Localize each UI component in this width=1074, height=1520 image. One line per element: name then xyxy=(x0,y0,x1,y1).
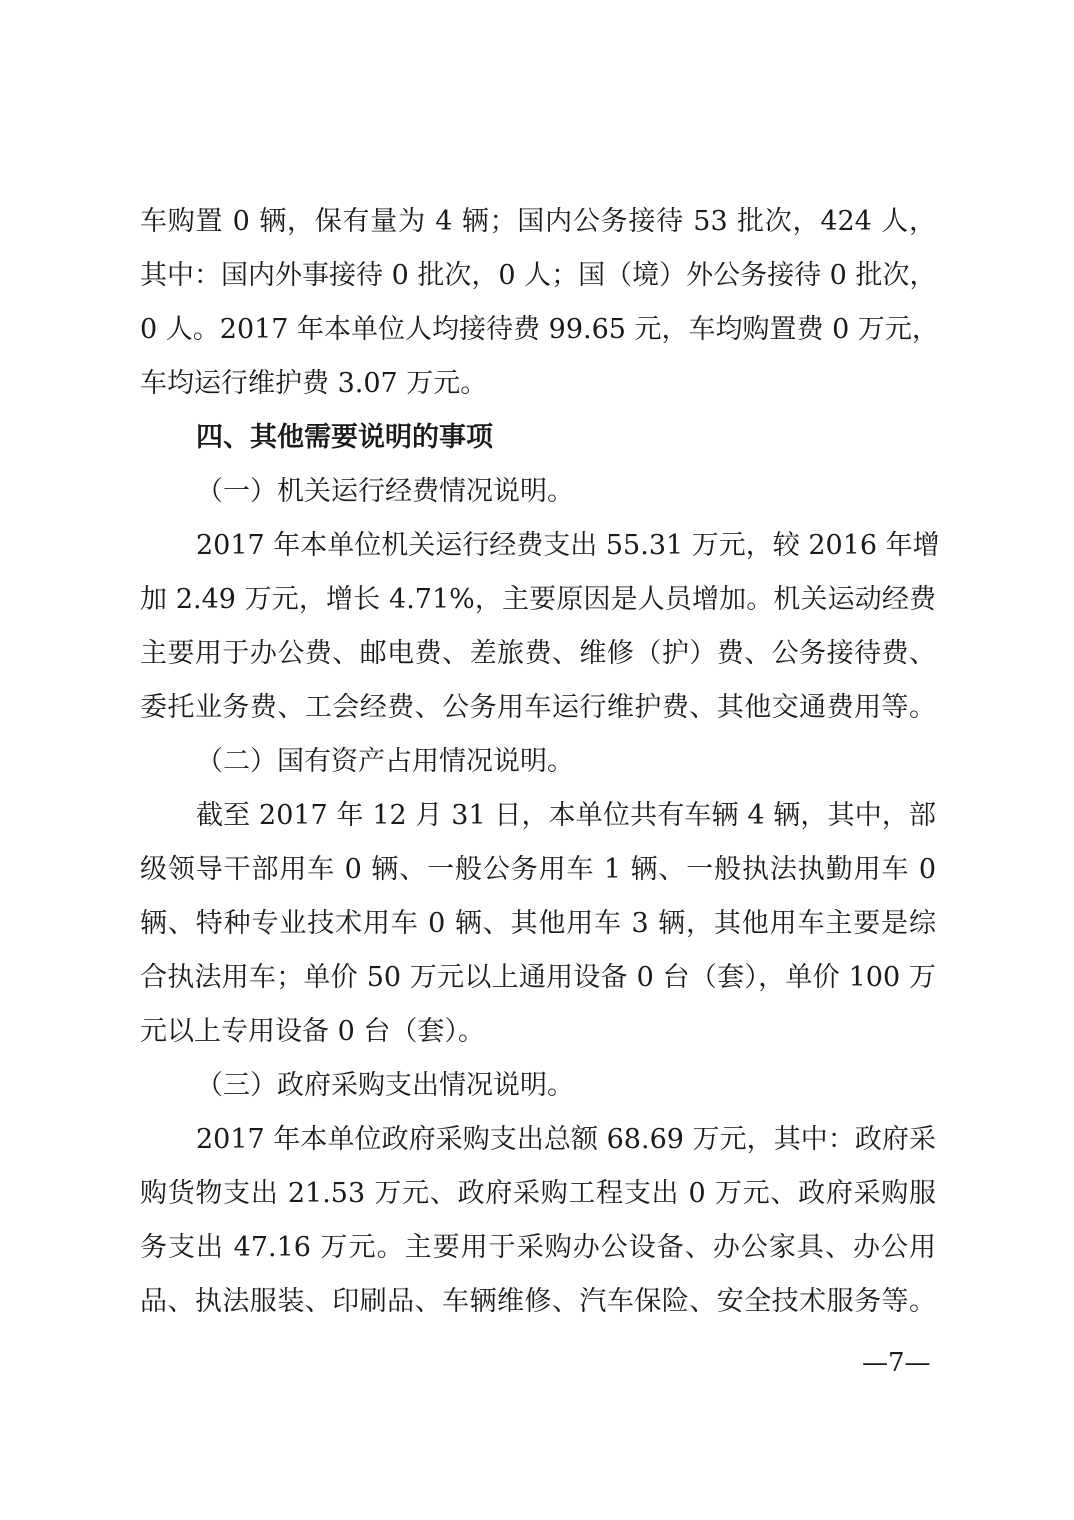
text-line: 务支出 47.16 万元。主要用于采购办公设备、办公家具、办公用 xyxy=(140,1232,936,1263)
text-line: 购货物支出 21.53 万元、政府采购工程支出 0 万元、政府采购服 xyxy=(140,1178,936,1209)
text-line: 截至 2017 年 12 月 31 日，本单位共有车辆 4 辆，其中，部 xyxy=(196,800,936,831)
subsection-heading: （一）机关运行经费情况说明。 xyxy=(196,476,574,507)
section-heading: 四、其他需要说明的事项 xyxy=(196,422,493,453)
text-line: 其中：国内外事接待 0 批次，0 人；国（境）外公务接待 0 批次， xyxy=(140,260,937,291)
text-line: 2017 年本单位政府采购支出总额 68.69 万元，其中：政府采 xyxy=(196,1124,936,1155)
text-line: 2017 年本单位机关运行经费支出 55.31 万元，较 2016 年增 xyxy=(196,530,940,561)
text-line: 元以上专用设备 0 台（套）。 xyxy=(140,1016,485,1047)
text-line: 主要用于办公费、邮电费、差旅费、维修（护）费、公务接待费、 xyxy=(140,638,936,669)
text-line: 加 2.49 万元，增长 4.71%，主要原因是人员增加。机关运动经费 xyxy=(140,584,936,615)
text-line: 车购置 0 辆，保有量为 4 辆；国内公务接待 53 批次，424 人， xyxy=(140,206,936,237)
subsection-heading: （二）国有资产占用情况说明。 xyxy=(196,746,574,777)
text-line: 辆、特种专业技术用车 0 辆、其他用车 3 辆，其他用车主要是综 xyxy=(140,908,936,939)
text-line: 合执法用车；单价 50 万元以上通用设备 0 台（套），单价 100 万 xyxy=(140,962,936,993)
subsection-heading: （三）政府采购支出情况说明。 xyxy=(196,1070,574,1101)
text-line: 委托业务费、工会经费、公务用车运行维护费、其他交通费用等。 xyxy=(140,692,936,723)
page-number: —7— xyxy=(862,1348,931,1378)
text-line: 品、执法服装、印刷品、车辆维修、汽车保险、安全技术服务等。 xyxy=(140,1286,936,1317)
text-line: 0 人。2017 年本单位人均接待费 99.65 元，车均购置费 0 万元， xyxy=(140,314,939,345)
text-line: 级领导干部用车 0 辆、一般公务用车 1 辆、一般执法执勤用车 0 xyxy=(140,854,936,885)
text-line: 车均运行维护费 3.07 万元。 xyxy=(140,368,488,399)
